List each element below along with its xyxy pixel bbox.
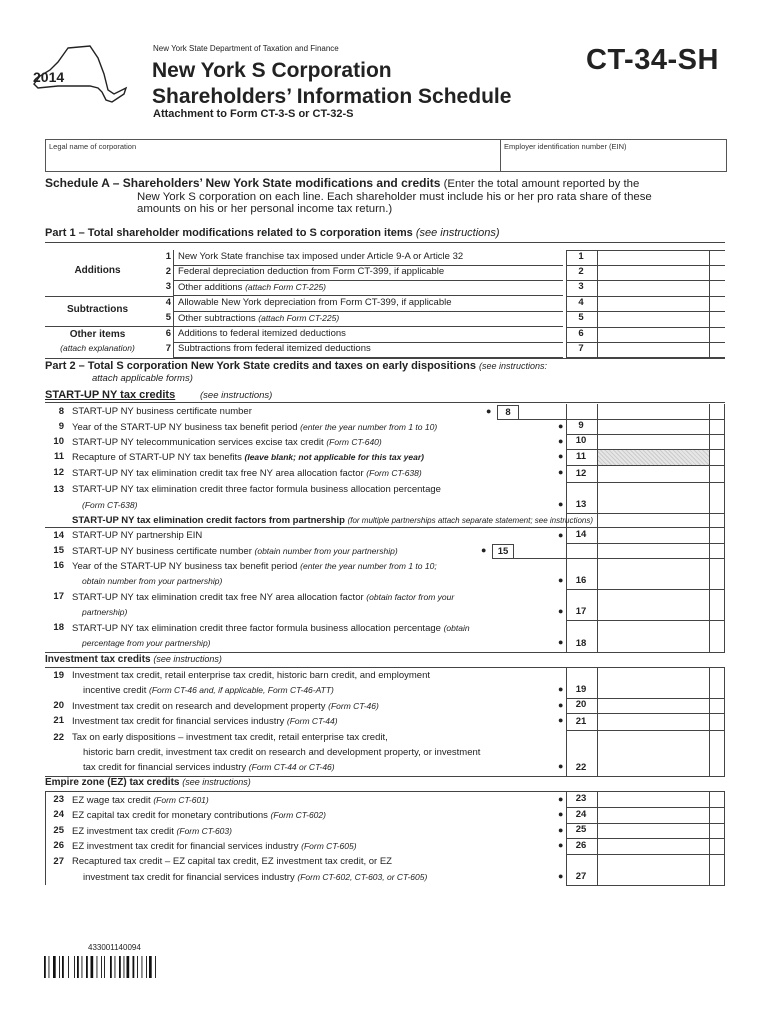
part2-line-number: 11	[53, 451, 64, 462]
line-amount-field[interactable]	[598, 590, 709, 620]
line-entry-field[interactable]	[514, 544, 724, 557]
line-amount-field[interactable]	[598, 435, 709, 449]
line-box-number: 8	[497, 405, 519, 419]
line-box-number: 16	[575, 575, 587, 586]
line-entry-field[interactable]	[519, 405, 724, 418]
leader-dots	[150, 507, 556, 508]
part1-amount-field[interactable]	[598, 251, 708, 264]
part2-line-number: 20	[53, 700, 64, 711]
part2-line-number: 15	[53, 545, 64, 556]
part2-line-number: 23	[53, 794, 64, 805]
divider	[173, 250, 174, 357]
part2-line-number: 21	[53, 715, 64, 726]
line-amount-field[interactable]	[598, 808, 709, 823]
part1-line-number: 6	[165, 328, 171, 339]
part1-amount-field[interactable]	[598, 328, 708, 341]
part1-line-number: 5	[165, 312, 171, 323]
part2-line-text: START-UP NY tax elimination credit three factor formula business allocation percentage (obtain	[72, 623, 470, 634]
partnership-heading: START-UP NY tax elimination credit factors from partnership (for multiple partnerships attach separate statement; see instructions)	[72, 515, 594, 526]
divider	[566, 792, 567, 885]
bullet-icon: ●	[558, 715, 564, 725]
part1-heading: Part 1 – Total shareholder modifications related to S corporation items (see instructions)	[45, 227, 500, 239]
part1-amount-field[interactable]	[598, 312, 708, 325]
investment-heading: Investment tax credits (see instructions)	[45, 654, 222, 665]
part2-line-text: historic barn credit, investment tax credit on research and development property, or investment	[83, 746, 481, 758]
line-amount-field[interactable]	[598, 559, 709, 589]
part1-line-text: Other additions (attach Form CT-225)	[178, 282, 327, 293]
schedule-a-header	[45, 177, 725, 216]
part2-line-text: obtain number from your partnership)	[82, 575, 223, 586]
bullet-icon: ●	[558, 840, 564, 850]
bullet-icon: ●	[486, 406, 492, 416]
part1-note: (see instructions)	[415, 227, 500, 239]
divider	[597, 528, 598, 652]
line-amount-field[interactable]	[598, 529, 709, 543]
line-box-number: 23	[575, 793, 587, 804]
ein-field[interactable]	[503, 152, 723, 170]
group-subtractions: Subtractions	[66, 304, 129, 315]
corp-name-label: Legal name of corporation	[49, 142, 137, 151]
line-amount-field[interactable]	[598, 793, 709, 807]
part2-line-text: percentage from your partnership)	[82, 638, 211, 648]
divider	[45, 667, 725, 668]
line-amount-field[interactable]	[598, 420, 709, 434]
part1-line-text: New York State franchise tax imposed under Article 9-A or Article 32	[178, 251, 464, 262]
schedule-a-text: New York S corporation on each line. Each shareholder must include his or her pro rata share of these	[137, 190, 652, 203]
part2-line-text: tax credit for financial services industry (Form CT-44 or CT-46)	[83, 762, 335, 774]
divider	[45, 296, 173, 297]
divider	[566, 528, 567, 652]
part2-line-text: START-UP NY partnership EIN	[72, 530, 203, 541]
part1-line-text: Allowable New York depreciation from Form CT-399, if applicable	[178, 297, 452, 308]
startup-note: (see instructions)	[200, 390, 273, 401]
divider	[709, 528, 710, 652]
group-additions: Additions	[74, 265, 121, 276]
part2-line-text: START-UP NY business certificate number	[72, 406, 252, 417]
line-box-number: 25	[575, 824, 587, 835]
line-amount-field[interactable]	[598, 466, 709, 482]
line-amount-field[interactable]	[598, 731, 709, 776]
part2-line-number: 13	[53, 484, 64, 495]
part1-amount-field[interactable]	[598, 281, 708, 294]
divider	[45, 326, 173, 327]
part1-line-text: Federal depreciation deduction from Form CT-399, if applicable	[178, 266, 445, 277]
part1-line-number: 4	[165, 297, 171, 308]
bullet-icon: ●	[558, 825, 564, 835]
line-box-number: 9	[578, 420, 584, 431]
line-amount-field[interactable]	[598, 621, 709, 652]
part2-line-text: Investment tax credit on research and development property (Form CT-46)	[72, 701, 379, 712]
part1-box-number: 5	[578, 312, 584, 323]
leader-dots	[150, 614, 556, 615]
part2-note: (see instructions:	[479, 361, 548, 371]
bullet-icon: ●	[558, 498, 564, 509]
bullet-icon: ●	[558, 809, 564, 819]
bullet-icon: ●	[481, 545, 487, 555]
divider	[566, 668, 567, 776]
line-box-number: 17	[575, 606, 587, 617]
bullet-icon: ●	[558, 436, 564, 446]
divider	[45, 527, 725, 528]
divider	[45, 652, 725, 653]
divider	[597, 250, 598, 357]
part2-heading: Part 2 – Total S corporation New York State credits and taxes on early dispositions (see instructions:	[45, 360, 548, 372]
divider	[566, 404, 567, 528]
attachment-note: Attachment to Form CT-3-S or CT-32-S	[153, 108, 354, 120]
part2-line-text: START-UP NY telecommunication services excise tax credit (Form CT-640)	[72, 437, 382, 448]
divider	[709, 404, 710, 528]
line-box-number: 14	[575, 529, 587, 540]
bullet-icon: ●	[558, 574, 564, 585]
part2-note2: attach applicable forms)	[92, 373, 193, 384]
divider	[173, 326, 563, 327]
part1-box-number: 2	[578, 266, 584, 277]
divider	[566, 250, 567, 357]
divider	[45, 242, 725, 243]
bullet-icon: ●	[558, 530, 564, 540]
startup-heading: START-UP NY tax credits	[45, 389, 176, 401]
line-box-number: 10	[575, 435, 587, 446]
divider	[45, 792, 46, 885]
part2-line-text: EZ wage tax credit (Form CT-601)	[72, 795, 209, 806]
part1-line-number: 2	[165, 266, 171, 277]
line-amount-field	[598, 450, 709, 465]
line-amount-field[interactable]	[598, 714, 709, 730]
bullet-icon: ●	[558, 467, 564, 477]
part2-line-text: Tax on early dispositions – investment tax credit, retail enterprise tax credit,	[72, 732, 388, 743]
line-box-number: 13	[575, 499, 587, 510]
part2-line-text: START-UP NY tax elimination credit three factor formula business allocation percentage	[72, 484, 441, 495]
divider	[709, 250, 710, 357]
bullet-icon: ●	[558, 684, 564, 694]
line-box-number: 24	[575, 809, 587, 820]
part2-line-text: Recaptured tax credit – EZ capital tax credit, EZ investment tax credit, or EZ	[72, 856, 392, 867]
part2-line-number: 18	[53, 622, 64, 633]
part2-line-text: START-UP NY tax elimination credit tax free NY area allocation factor (obtain factor from your	[72, 592, 455, 603]
form-number: CT-34-SH	[586, 44, 719, 76]
barcode	[44, 956, 194, 978]
part1-line-number: 1	[165, 251, 171, 262]
divider	[566, 513, 725, 514]
divider	[45, 791, 725, 792]
part2-line-number: 19	[53, 670, 64, 681]
tax-year: 2014	[33, 69, 65, 85]
ez-heading: Empire zone (EZ) tax credits (see instructions)	[45, 777, 251, 788]
part2-line-number: 26	[53, 840, 64, 851]
part1-box-number: 4	[578, 297, 584, 308]
part1-line-text: Additions to federal itemized deductions	[178, 328, 346, 339]
part2-line-number: 16	[53, 560, 64, 571]
part2-line-number: 25	[53, 825, 64, 836]
bullet-icon: ●	[558, 700, 564, 710]
leader-dots	[150, 538, 556, 539]
barcode-number: 433001140094	[88, 943, 141, 952]
part2-line-text: Investment tax credit for financial services industry (Form CT-44)	[72, 716, 338, 727]
bullet-icon: ●	[558, 605, 564, 616]
divider	[724, 668, 725, 776]
divider	[597, 792, 598, 885]
divider	[45, 358, 725, 359]
part2-line-text: EZ capital tax credit for monetary contributions (Form CT-602)	[72, 810, 326, 821]
divider	[45, 402, 725, 403]
schedule-a-text: amounts on his or her personal income tax return.)	[137, 203, 393, 215]
part2-line-number: 17	[53, 591, 64, 602]
part1-line-number: 3	[165, 281, 171, 292]
part1-line-text: Subtractions from federal itemized deductions	[178, 343, 371, 354]
line-box-number: 27	[575, 871, 587, 882]
line-box-number: 18	[575, 638, 587, 649]
divider	[724, 404, 725, 528]
part1-amount-field[interactable]	[598, 343, 708, 356]
part2-line-number: 27	[53, 856, 64, 867]
group-other-note: (attach explanation)	[60, 343, 135, 353]
group-other-items: Other items	[69, 329, 126, 340]
line-amount-field[interactable]	[598, 699, 709, 713]
line-box-number: 11	[575, 451, 587, 462]
part2-line-text: (Form CT-638)	[82, 499, 138, 510]
part2-line-number: 12	[53, 467, 64, 478]
divider	[566, 885, 725, 886]
divider	[724, 792, 725, 885]
part2-line-number: 9	[58, 421, 64, 432]
part2-line-text: START-UP NY tax elimination credit tax free NY area allocation factor (Form CT-638)	[72, 468, 422, 479]
part1-amount-field[interactable]	[598, 266, 708, 279]
line-box-number: 22	[575, 762, 587, 773]
part1-amount-field[interactable]	[598, 297, 708, 310]
bullet-icon: ●	[558, 761, 564, 772]
part2-line-text: EZ investment tax credit (Form CT-603)	[72, 826, 232, 837]
part2-line-text: Year of the START-UP NY business tax benefit period (enter the year number from 1 to 10;	[72, 561, 437, 572]
line-amount-field[interactable]	[598, 855, 709, 885]
part2-line-number: 24	[53, 809, 64, 820]
part2-line-text: partnership)	[82, 606, 128, 617]
part1-box-number: 1	[578, 251, 584, 262]
part1-line-text: Other subtractions (attach Form CT-225)	[178, 313, 340, 324]
part2-line-number: 10	[53, 436, 64, 447]
part2-line-text: Recapture of START-UP NY tax benefits (leave blank; not applicable for this tax year)	[72, 452, 424, 463]
line-box-number: 19	[575, 684, 587, 695]
divider	[709, 792, 710, 885]
bullet-icon: ●	[558, 870, 564, 881]
part2-line-text: investment tax credit for financial services industry (Form CT-602, CT-603, or CT-605)	[83, 871, 428, 883]
department-name: New York State Department of Taxation and Finance	[153, 44, 339, 53]
bullet-icon: ●	[558, 451, 564, 461]
part2-line-number: 14	[53, 530, 64, 541]
part1-box-number: 7	[578, 343, 584, 354]
divider	[597, 404, 598, 528]
divider	[709, 668, 710, 776]
part1-box-number: 6	[578, 328, 584, 339]
identification-box	[45, 139, 727, 172]
form-title-line2: Shareholders’ Information Schedule	[152, 85, 512, 108]
part2-line-text: Investment tax credit, retail enterprise tax credit, historic barn credit, and employment	[72, 670, 430, 681]
divider	[724, 528, 725, 652]
part2-line-text: Year of the START-UP NY business tax benefit period (enter the year number from 1 to 10)	[72, 422, 438, 433]
part2-line-text: EZ investment tax credit for financial services industry (Form CT-605)	[72, 841, 357, 852]
schedule-a-text: (Enter the total amount reported by the	[443, 178, 640, 190]
bullet-icon: ●	[558, 637, 564, 647]
line-amount-field[interactable]	[598, 839, 709, 854]
part2-line-text: START-UP NY business certificate number (obtain number from your partnership)	[72, 546, 398, 557]
line-box-number: 20	[575, 699, 587, 710]
part2-line-number: 8	[58, 406, 64, 417]
schedule-a-heading: Schedule A – Shareholders’ New York State modifications and credits	[45, 176, 441, 190]
part1-line-number: 7	[165, 343, 171, 354]
part2-line-number: 22	[53, 732, 64, 743]
divider	[597, 668, 598, 776]
ein-label: Employer identification number (EIN)	[504, 142, 627, 151]
line-amount-field[interactable]	[598, 669, 709, 698]
line-amount-field[interactable]	[598, 483, 709, 513]
bullet-icon: ●	[558, 794, 564, 804]
part2-line-text: incentive credit (Form CT-46 and, if applicable, Form CT-46-ATT)	[83, 685, 334, 696]
leader-dots	[150, 802, 556, 803]
line-box-number: 12	[575, 468, 587, 479]
form-title-line1: New York S Corporation	[152, 59, 392, 82]
form-title	[152, 58, 511, 110]
line-box-number: 26	[575, 840, 587, 851]
line-amount-field[interactable]	[598, 824, 709, 838]
line-box-number: 15	[492, 544, 514, 558]
line-box-number: 21	[575, 716, 587, 727]
bullet-icon: ●	[558, 421, 564, 431]
corp-name-field[interactable]	[48, 152, 498, 170]
part1-box-number: 3	[578, 281, 584, 292]
divider	[173, 295, 563, 296]
